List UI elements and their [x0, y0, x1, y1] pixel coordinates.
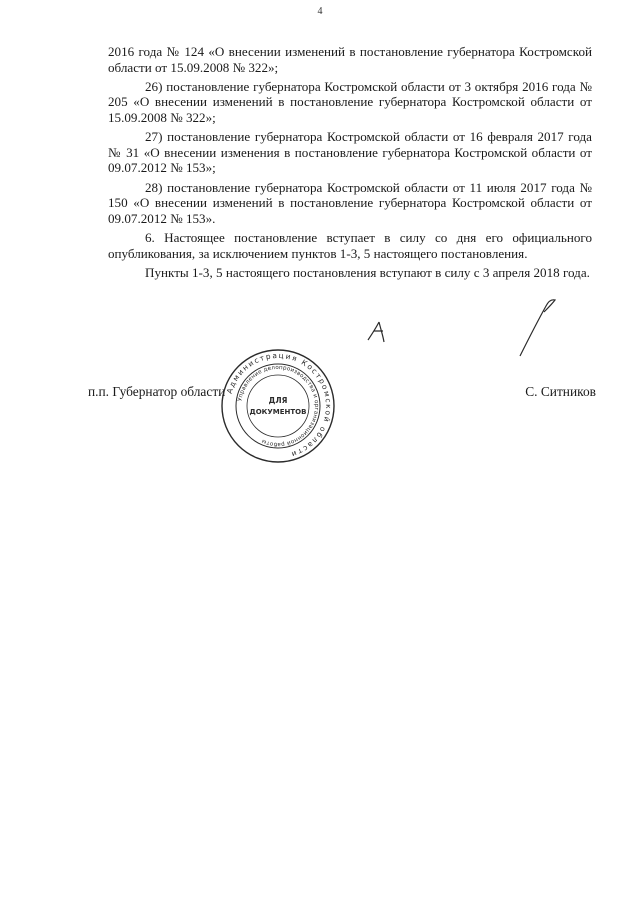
official-stamp	[220, 348, 336, 464]
paragraph: 28) постановление губернатора Костромской области от 11 июля 2017 года № 150 «О внесении изменений в постановление губернатора Костромской области от 09.07.2012 № 153».	[108, 179, 592, 226]
paragraph: 2016 года № 124 «О внесении изменений в постановление губернатора Костромской области от 15.09.2008 № 322»;	[108, 44, 592, 75]
paragraph: 27) постановление губернатора Костромской области от 16 февраля 2017 года № 31 «О внесении изменения в постановление губернатора Костромской области от 09.07.2012 № 153»;	[108, 129, 592, 176]
signer-name: С. Ситников	[525, 384, 596, 399]
stamp-center-line2: ДОКУМЕНТОВ	[249, 408, 307, 416]
page-number: 4	[317, 6, 323, 17]
signer-title: п.п. Губернатор области	[88, 384, 226, 399]
svg-text:Управление делопроизводства и	[237, 365, 319, 447]
stamp-center-line1: ДЛЯ	[268, 396, 288, 405]
stamp-inner-text: Управление делопроизводства и организационной работы	[237, 364, 320, 448]
paragraph: 6. Настоящее постановление вступает в силу со дня его официального опубликования, за исключением пунктов 1-3, 5 настоящего постановления.	[108, 229, 592, 261]
paragraph: 26) постановление губернатора Костромской области от 3 октября 2016 года № 205 «О внесении изменений в постановление губернатора Костромской области от 15.09.2008 № 322»;	[108, 78, 592, 125]
stamp-outer-text: Администрация Костромской области	[224, 350, 334, 460]
paragraph: Пункты 1-3, 5 настоящего постановления вступают в силу с 3 апреля 2018 года.	[145, 264, 590, 280]
